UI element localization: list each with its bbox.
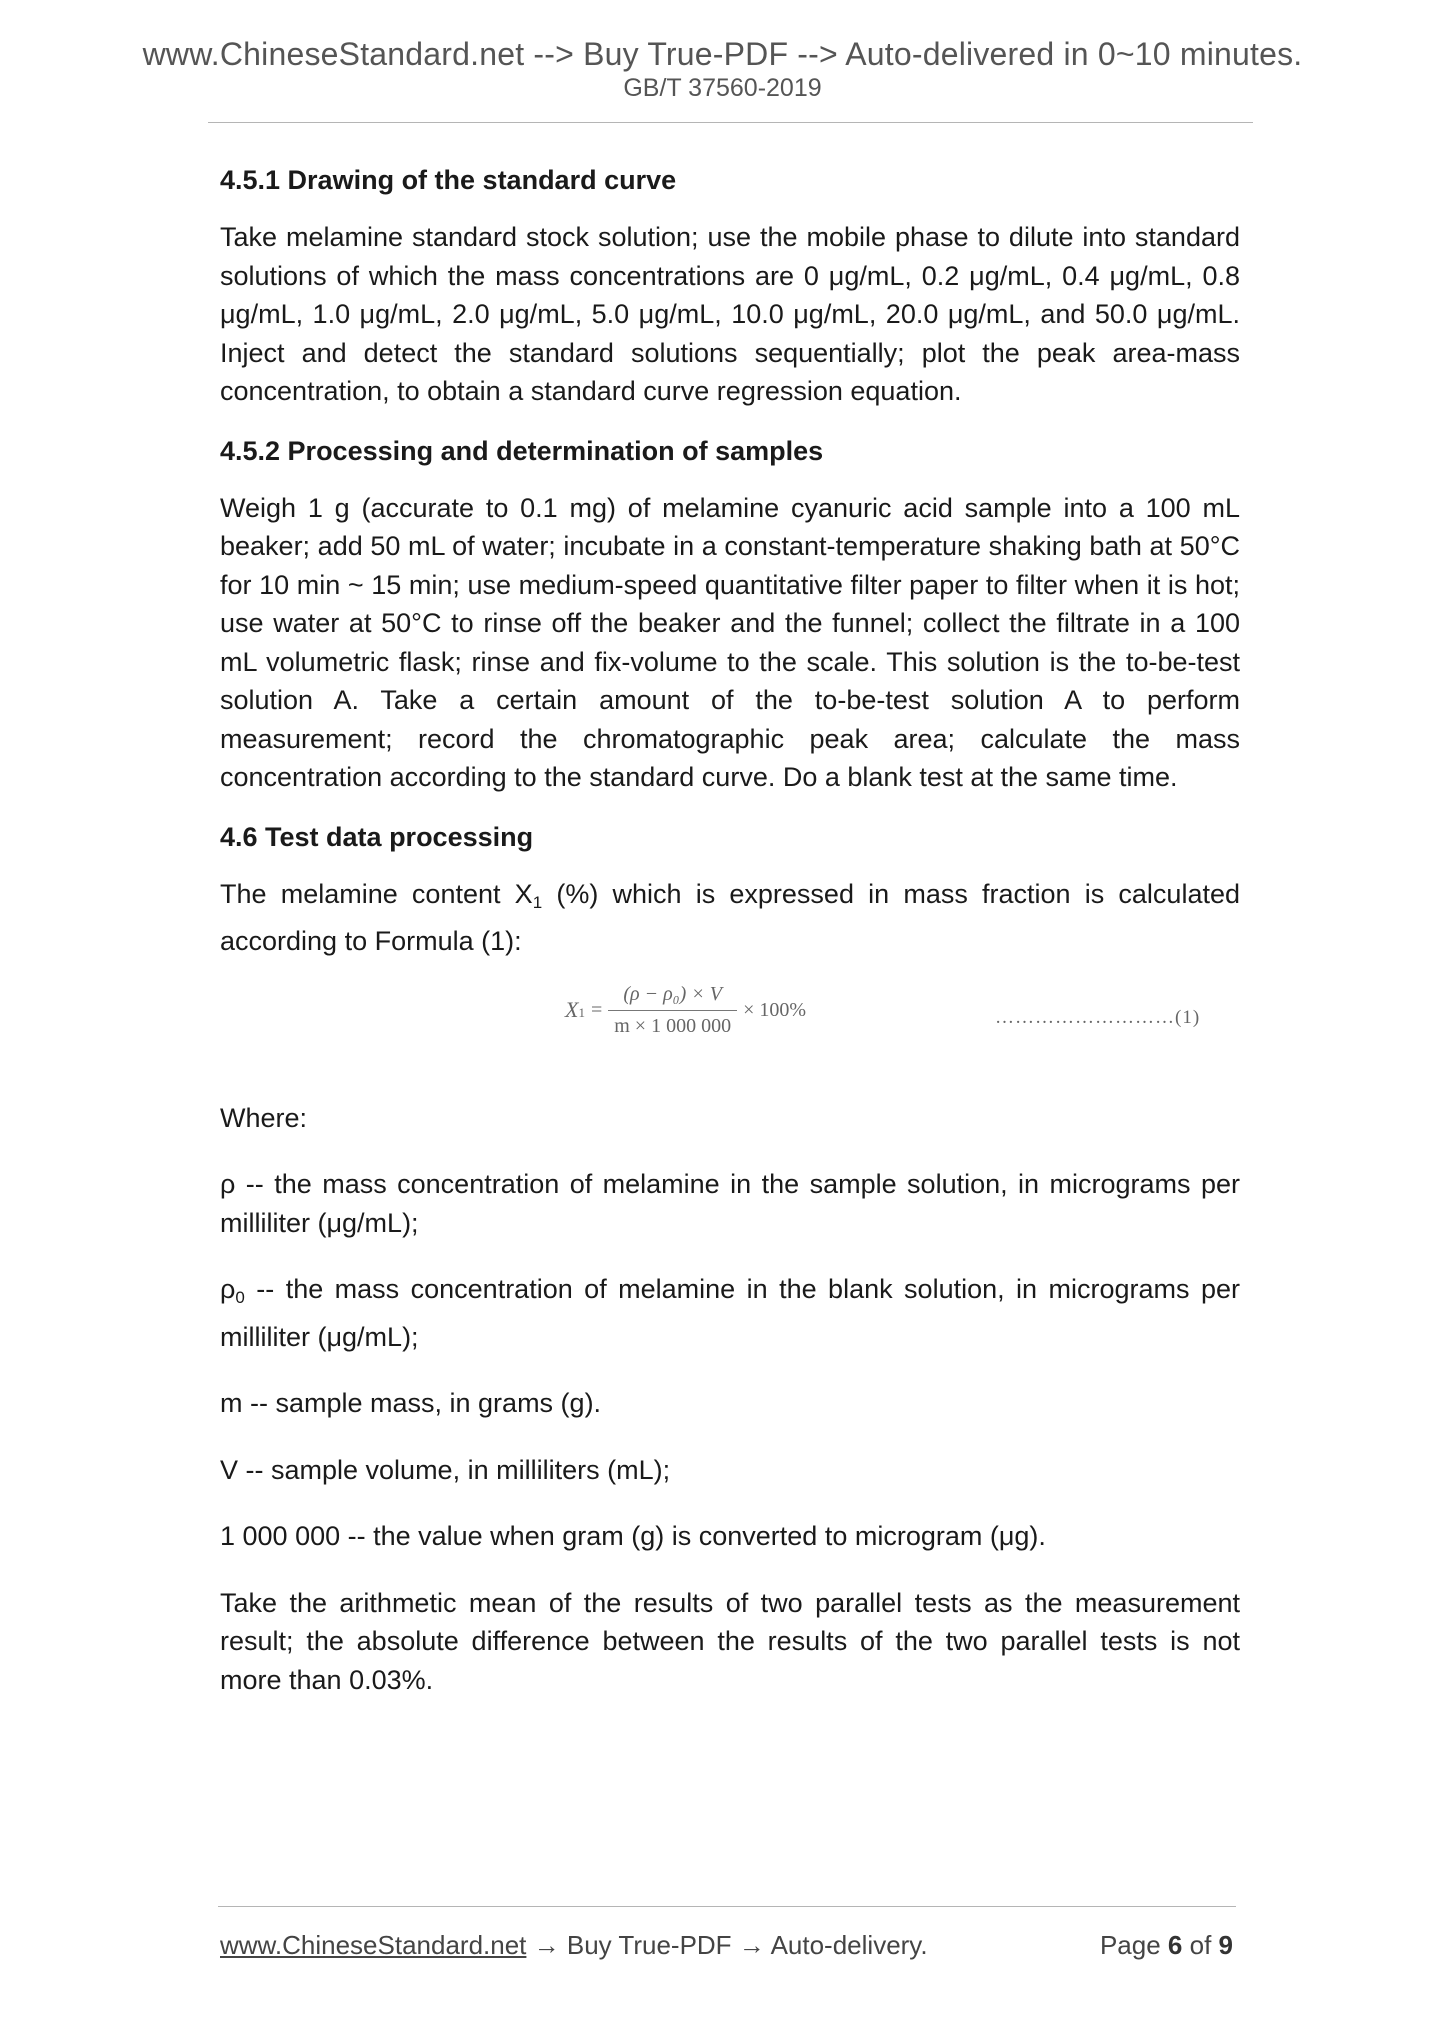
section-heading-4-6: 4.6 Test data processing [220,821,534,852]
page-of-label: of [1189,1930,1212,1960]
page-indicator [1100,1930,1233,1961]
formula-denominator: m × 1 000 000 [614,1014,732,1037]
page-content [220,150,1240,1699]
formula-tail: × 100% [743,998,807,1021]
formula-equals: = [590,998,603,1021]
formula-1 [220,983,1240,1069]
definition-rho: ρ -- the mass concentration of melamine in the sample solution, in micrograms per milliliter (μg/mL); [220,1169,1240,1238]
page-number: 6 [1167,1930,1183,1960]
formula-numerator: (ρ − ρ₀) × V [623,982,722,1005]
where-label: Where: [220,1102,308,1133]
page-total: 9 [1218,1930,1233,1960]
rho0-subscript: 0 [235,1288,245,1307]
section-heading-4-5-1: 4.5.1 Drawing of the standard curve [220,165,677,195]
definition-rho0 [220,1270,1240,1356]
rho0-text: -- the mass concentration of melamine in the blank solution, in micrograms per milliliter (μg/mL); [220,1274,1240,1352]
formula-number: ………………………(1) [995,1006,1201,1028]
section-paragraph-4-5-2: Weigh 1 g (accurate to 0.1 mg) of melamine cyanuric acid sample into a 100 mL beaker; add 50 mL of water; incubate in a constant-temperature shaking bath at 50°C for 10 min ~ 15 min; use medium-speed quantitative filter paper to filter when it is hot; use water at 50°C to rinse off the beaker and the funnel; collect the filtrate in a 100 mL volumetric flask; rinse and fix-volume to the scale. This solution is the to-be-test solution A. Take a certain amount of the to-be-test solution A to perform measurement; record the chromatographic peak area; calculate the mass concentration according to the standard curve. Do a blank test at the same time. [220,492,1240,792]
conclusion-paragraph: Take the arithmetic mean of the results of two parallel tests as the measurement result; the absolute difference between the results of the two parallel tests is not more than 0.03%. [220,1587,1240,1695]
page-label: Page [1099,1930,1161,1960]
document-id: GB/T 37560-2019 [623,74,822,102]
definition-m: m -- sample mass, in grams (g). [220,1388,602,1418]
formula-lhs-symbol: X [565,997,579,1022]
formula-expression [565,983,806,1038]
section-heading-4-5-2: 4.5.2 Processing and determination of samples [220,435,824,466]
definition-v: V -- sample volume, in milliliters (mL); [220,1454,671,1485]
definition-conversion: 1 000 000 -- the value when gram (g) is converted to microgram (μg). [220,1521,1046,1551]
footer-promo-text: → Buy True-PDF → Auto-delivery. [526,1930,928,1960]
section-paragraph-4-5-1: Take melamine standard stock solution; use the mobile phase to dilute into standard solutions of which the mass concentrations are 0 μg/mL, 0.2 μg/mL, 0.4 μg/mL, 0.8 μg/mL, 1.0 μg/mL, 2.0 μg/mL, 5.0 μg/mL, 10.0 μg/mL, 20.0 μg/mL, and 50.0 μg/mL. Inject and detect the standard solutions sequentially; plot the peak area-mass concentration, to obtain a standard curve regression equation. [220,222,1240,406]
formula-lhs-subscript: 1 [578,1005,585,1020]
fraction-bar [608,1010,737,1011]
footer-promo [220,1930,928,1961]
rho0-symbol: ρ [220,1274,236,1304]
footer-site-link[interactable]: www.ChineseStandard.net [220,1930,527,1960]
formula-fraction [608,983,737,1038]
section-paragraph-4-6-intro [220,875,1240,961]
intro-text-b: (%) which is expressed in mass fraction is calculated according to Formula (1): [220,878,1240,956]
intro-text-a: The melamine content X [220,878,533,909]
footer-divider [218,1906,1236,1907]
header-banner: www.ChineseStandard.net --> Buy True-PDF --> Auto-delivered in 0~10 minutes. [142,36,1303,72]
header-divider [208,122,1253,123]
formula-lhs [565,997,585,1023]
intro-subscript: 1 [532,892,543,912]
